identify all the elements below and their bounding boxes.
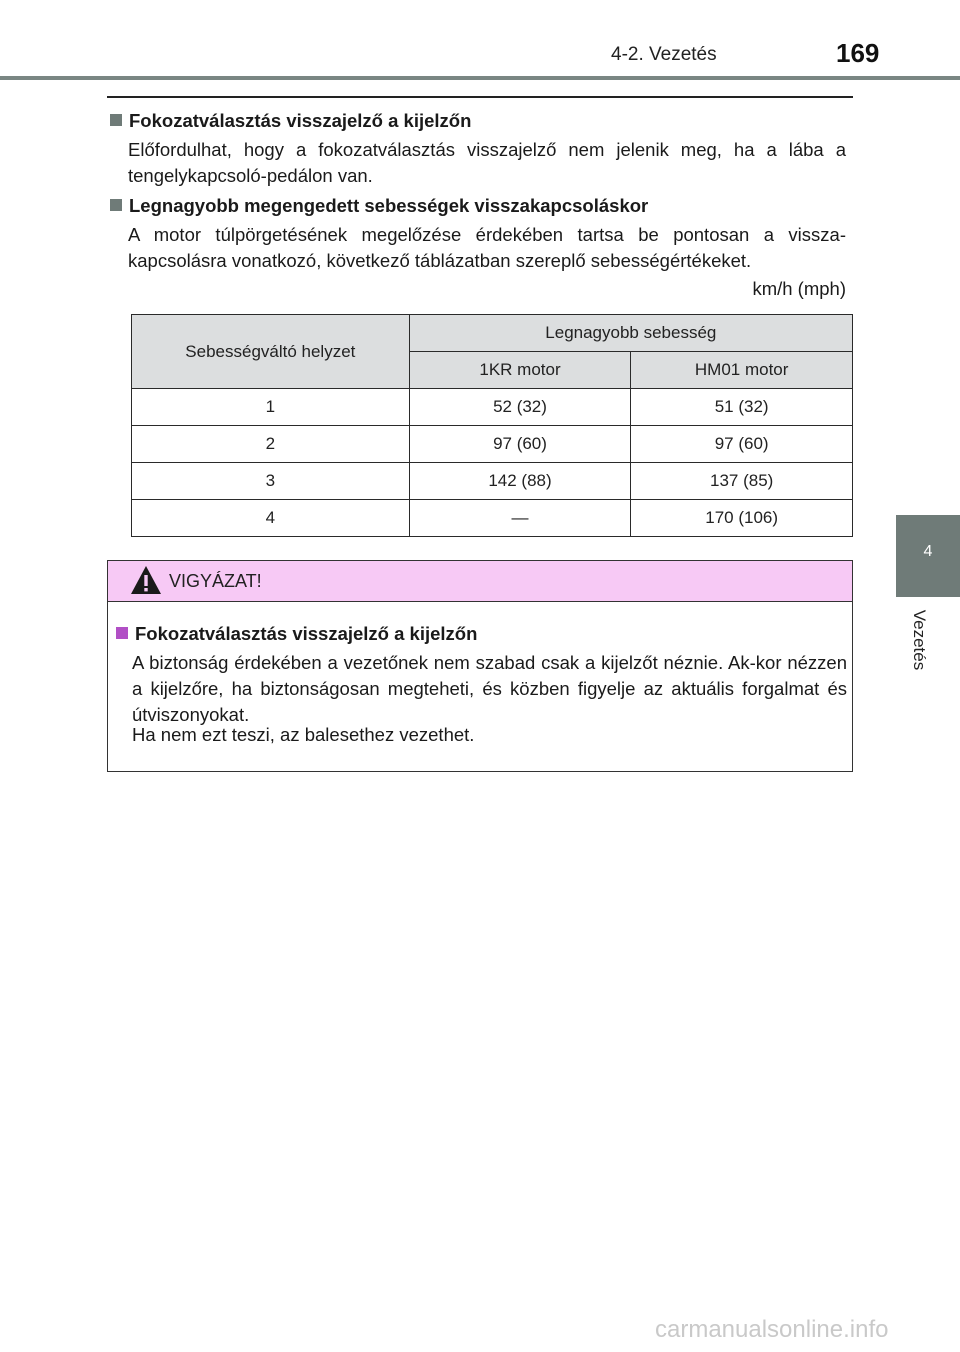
table-row — [132, 463, 853, 500]
caution-text-2: Ha nem ezt teszi, az balesethez vezethet. — [132, 724, 475, 745]
table-row — [132, 389, 853, 426]
header-rule — [0, 76, 960, 80]
square-bullet-icon — [110, 114, 122, 126]
page-number: 169 — [836, 38, 880, 68]
warning-triangle-icon — [130, 565, 162, 595]
table-cell-gear: 2 — [132, 426, 410, 463]
table-cell-gear: 4 — [132, 500, 410, 537]
table-row — [132, 426, 853, 463]
square-bullet-icon — [110, 199, 122, 211]
caution-title: VIGYÁZAT! — [169, 571, 262, 591]
caution-header — [108, 561, 852, 602]
table-cell-gear: 1 — [132, 389, 410, 426]
chapter-tab[interactable] — [896, 515, 960, 597]
speed-table — [131, 314, 853, 537]
table-cell-hm01: 51 (32) — [631, 389, 853, 426]
col-header-gear: Sebességváltó helyzet — [132, 315, 410, 389]
chapter-tab-number: 4 — [923, 543, 933, 560]
col-header-hm01: HM01 motor — [631, 352, 853, 389]
table-cell-hm01: 137 (85) — [631, 463, 853, 500]
watermark: carmanualsonline.info — [655, 1316, 889, 1343]
table-cell-1kr: 142 (88) — [409, 463, 631, 500]
content-top-rule — [107, 96, 853, 98]
caution-section-heading-text: Fokozatválasztás visszajelző a kijelzőn — [135, 623, 478, 644]
table-cell-hm01: 97 (60) — [631, 426, 853, 463]
section-heading-text: Legnagyobb megengedett sebességek visszakapcsoláskor — [129, 195, 649, 216]
section-paragraph: A motor túlpörgetésének megelőzése érdekében tartsa be pontosan a vissza-kapcsolásra vonatkozó, következő táblázatban szereplő sebességértékeket. — [128, 224, 846, 271]
table-cell-hm01: 170 (106) — [631, 500, 853, 537]
table-cell-1kr: 97 (60) — [409, 426, 631, 463]
table-cell-gear: 3 — [132, 463, 410, 500]
chapter-label-text: Vezetés — [910, 609, 929, 671]
square-bullet-icon — [116, 627, 128, 639]
col-header-1kr: 1KR motor — [409, 352, 631, 389]
section-heading — [110, 110, 471, 132]
header-section-title: 4-2. Vezetés — [611, 44, 717, 65]
section-heading — [110, 195, 648, 217]
section-paragraph: Előfordulhat, hogy a fokozatválasztás visszajelző nem jelenik meg, ha a lába a tengelykapcsoló-pedálon van. — [128, 139, 846, 186]
col-header-max-speed: Legnagyobb sebesség — [409, 315, 852, 352]
caution-section-heading — [116, 623, 477, 645]
caution-box — [107, 560, 853, 772]
chapter-label — [891, 596, 939, 686]
caution-text: A biztonság érdekében a vezetőnek nem szabad csak a kijelzőt néznie. Ak-kor nézzen a kijelzőre, ha biztonságosan megteheti, és közben figyelje az aktuális forgalmat és útviszonyokat. — [132, 652, 847, 725]
table-cell-1kr: 52 (32) — [409, 389, 631, 426]
table-cell-1kr: — — [409, 500, 631, 537]
table-unit: km/h (mph) — [752, 278, 846, 299]
section-heading-text: Fokozatválasztás visszajelző a kijelzőn — [129, 110, 472, 131]
caution-paragraph — [132, 650, 847, 728]
table-row — [132, 500, 853, 537]
